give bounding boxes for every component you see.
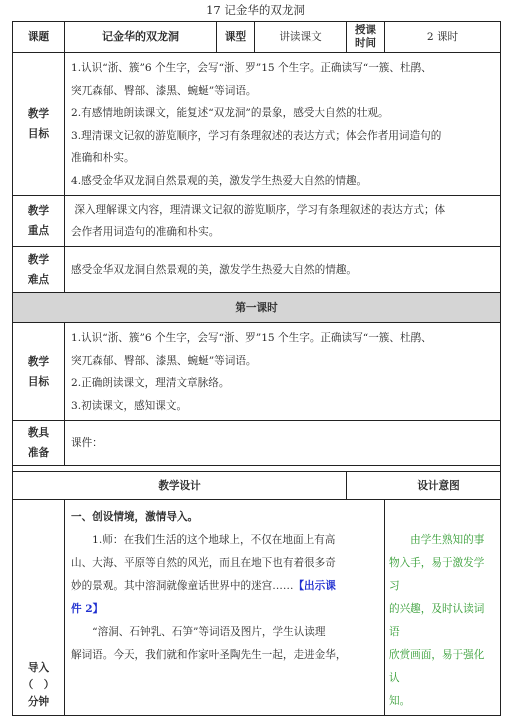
side-label-line: 分钟: [27, 696, 50, 708]
intent-line: 欣赏画面，易于强化认: [389, 649, 485, 684]
lesson-plan-table: [12, 21, 501, 716]
side-label-line: 导入: [27, 662, 50, 674]
lesson-goals-label: 教学 目标: [13, 323, 65, 421]
lesson-goal-line: 突兀森郁、臀部、漆黑、蜿蜒”等词语。: [71, 354, 257, 367]
design-content: [65, 500, 385, 716]
first-lesson-title: 第一课时: [13, 293, 501, 323]
design-line-with-tag: [71, 575, 378, 598]
lesson-goal-line: 1.认识“浙、簇”6 个生字，会写“浙、罗”15 个生字。正确读写“一簇、杜鹃、: [71, 332, 432, 344]
key-points-label: 教学 重点: [13, 196, 65, 247]
difficulties-row: [13, 247, 501, 293]
intent-header-text: 设计意图: [417, 479, 460, 492]
tools-label: 教具 准备: [13, 421, 65, 466]
first-lesson-row: [13, 293, 501, 323]
courseware-tag-end: 件 2】: [71, 603, 104, 615]
side-label-line: （ ）: [22, 679, 55, 691]
lesson-goal-line: 2.正确朗读课文，理清文章脉络。: [71, 377, 230, 389]
document-title: 17 记金华的双龙洞: [206, 3, 305, 17]
goal-line: 2.有感情地朗读课文，能复述“双龙洞”的景象，感受大自然的壮观。: [71, 107, 389, 119]
key-points-row: [13, 196, 501, 247]
type-label: 课型: [217, 22, 255, 53]
courseware-tag: 【出示课: [293, 580, 336, 592]
difficulties-content: 感受金华双龙洞自然景观的美，激发学生热爱大自然的情趣。: [65, 247, 501, 293]
type-value: 讲读课文: [255, 22, 347, 53]
intent-header: [347, 472, 501, 500]
intro-side-label: [13, 500, 65, 716]
intent-line: 的兴趣，及时认读词语: [389, 603, 485, 638]
lesson-goals-row: [13, 323, 501, 421]
goals-label: 教学 目标: [13, 53, 65, 196]
intent-line: 由学生熟知的事: [389, 534, 485, 546]
design-header: 教学设计: [13, 472, 347, 500]
intent-line: 知。: [389, 695, 411, 707]
lesson-goal-line: 3.初读课文，感知课文。: [71, 399, 188, 412]
intent-content: [385, 500, 501, 716]
design-header-row: [13, 472, 501, 500]
goal-line: 突兀森郁、臀部、漆黑、蜿蜒”等词语。: [71, 84, 257, 97]
intent-line: 物入手，易于激发学习: [389, 557, 485, 592]
hours-value: 2 课时: [385, 22, 501, 53]
lesson-label: 课题: [13, 22, 65, 53]
lesson-goals-content: [65, 323, 501, 421]
step-title: 一、创设情境，激情导入。: [71, 511, 199, 523]
design-line: “溶洞、石钟乳、石笋”等词语及图片，学生认读理: [71, 626, 326, 638]
header-row: [13, 22, 501, 53]
design-line-text: 妙的景观。其中溶洞就像童话世界中的迷宫……: [71, 580, 294, 592]
design-line: 解词语。今天，我们就和作家叶圣陶先生一起，走进金华，: [71, 649, 347, 661]
tools-row: [13, 421, 501, 466]
goal-line: 4.感受金华双龙洞自然景观的美，激发学生热爱大自然的情趣。: [71, 174, 368, 187]
goals-row: [13, 53, 501, 196]
key-point-line: 会作者用词造句的准确和朴实。: [71, 226, 220, 238]
difficulties-label: 教学 难点: [13, 247, 65, 293]
design-line: 山、大海、平原等自然的风光，而且在地下也有着很多奇: [71, 557, 336, 569]
goals-content: [65, 53, 501, 196]
hours-label: 授课 时间: [347, 22, 385, 53]
tools-value: 课件：: [65, 421, 501, 466]
design-line: 1.师：在我们生活的这个地球上，不仅在地面上有高: [71, 534, 336, 546]
design-body-row: [13, 500, 501, 716]
goal-line: 1.认识“浙、簇”6 个生字，会写“浙、罗”15 个生字。正确读写“一簇、杜鹃、: [71, 62, 432, 74]
goal-line: 3.理清课文记叙的游览顺序，学习有条理叙述的表达方式；体会作者用词造句的: [71, 129, 442, 142]
goal-line: 准确和朴实。: [71, 152, 135, 164]
key-point-line: 深入理解课文内容，理清课文记叙的游览顺序，学习有条理叙述的表达方式；体: [71, 204, 446, 216]
lesson-title: 记金华的双龙洞: [65, 22, 217, 53]
key-points-content: [65, 196, 501, 247]
